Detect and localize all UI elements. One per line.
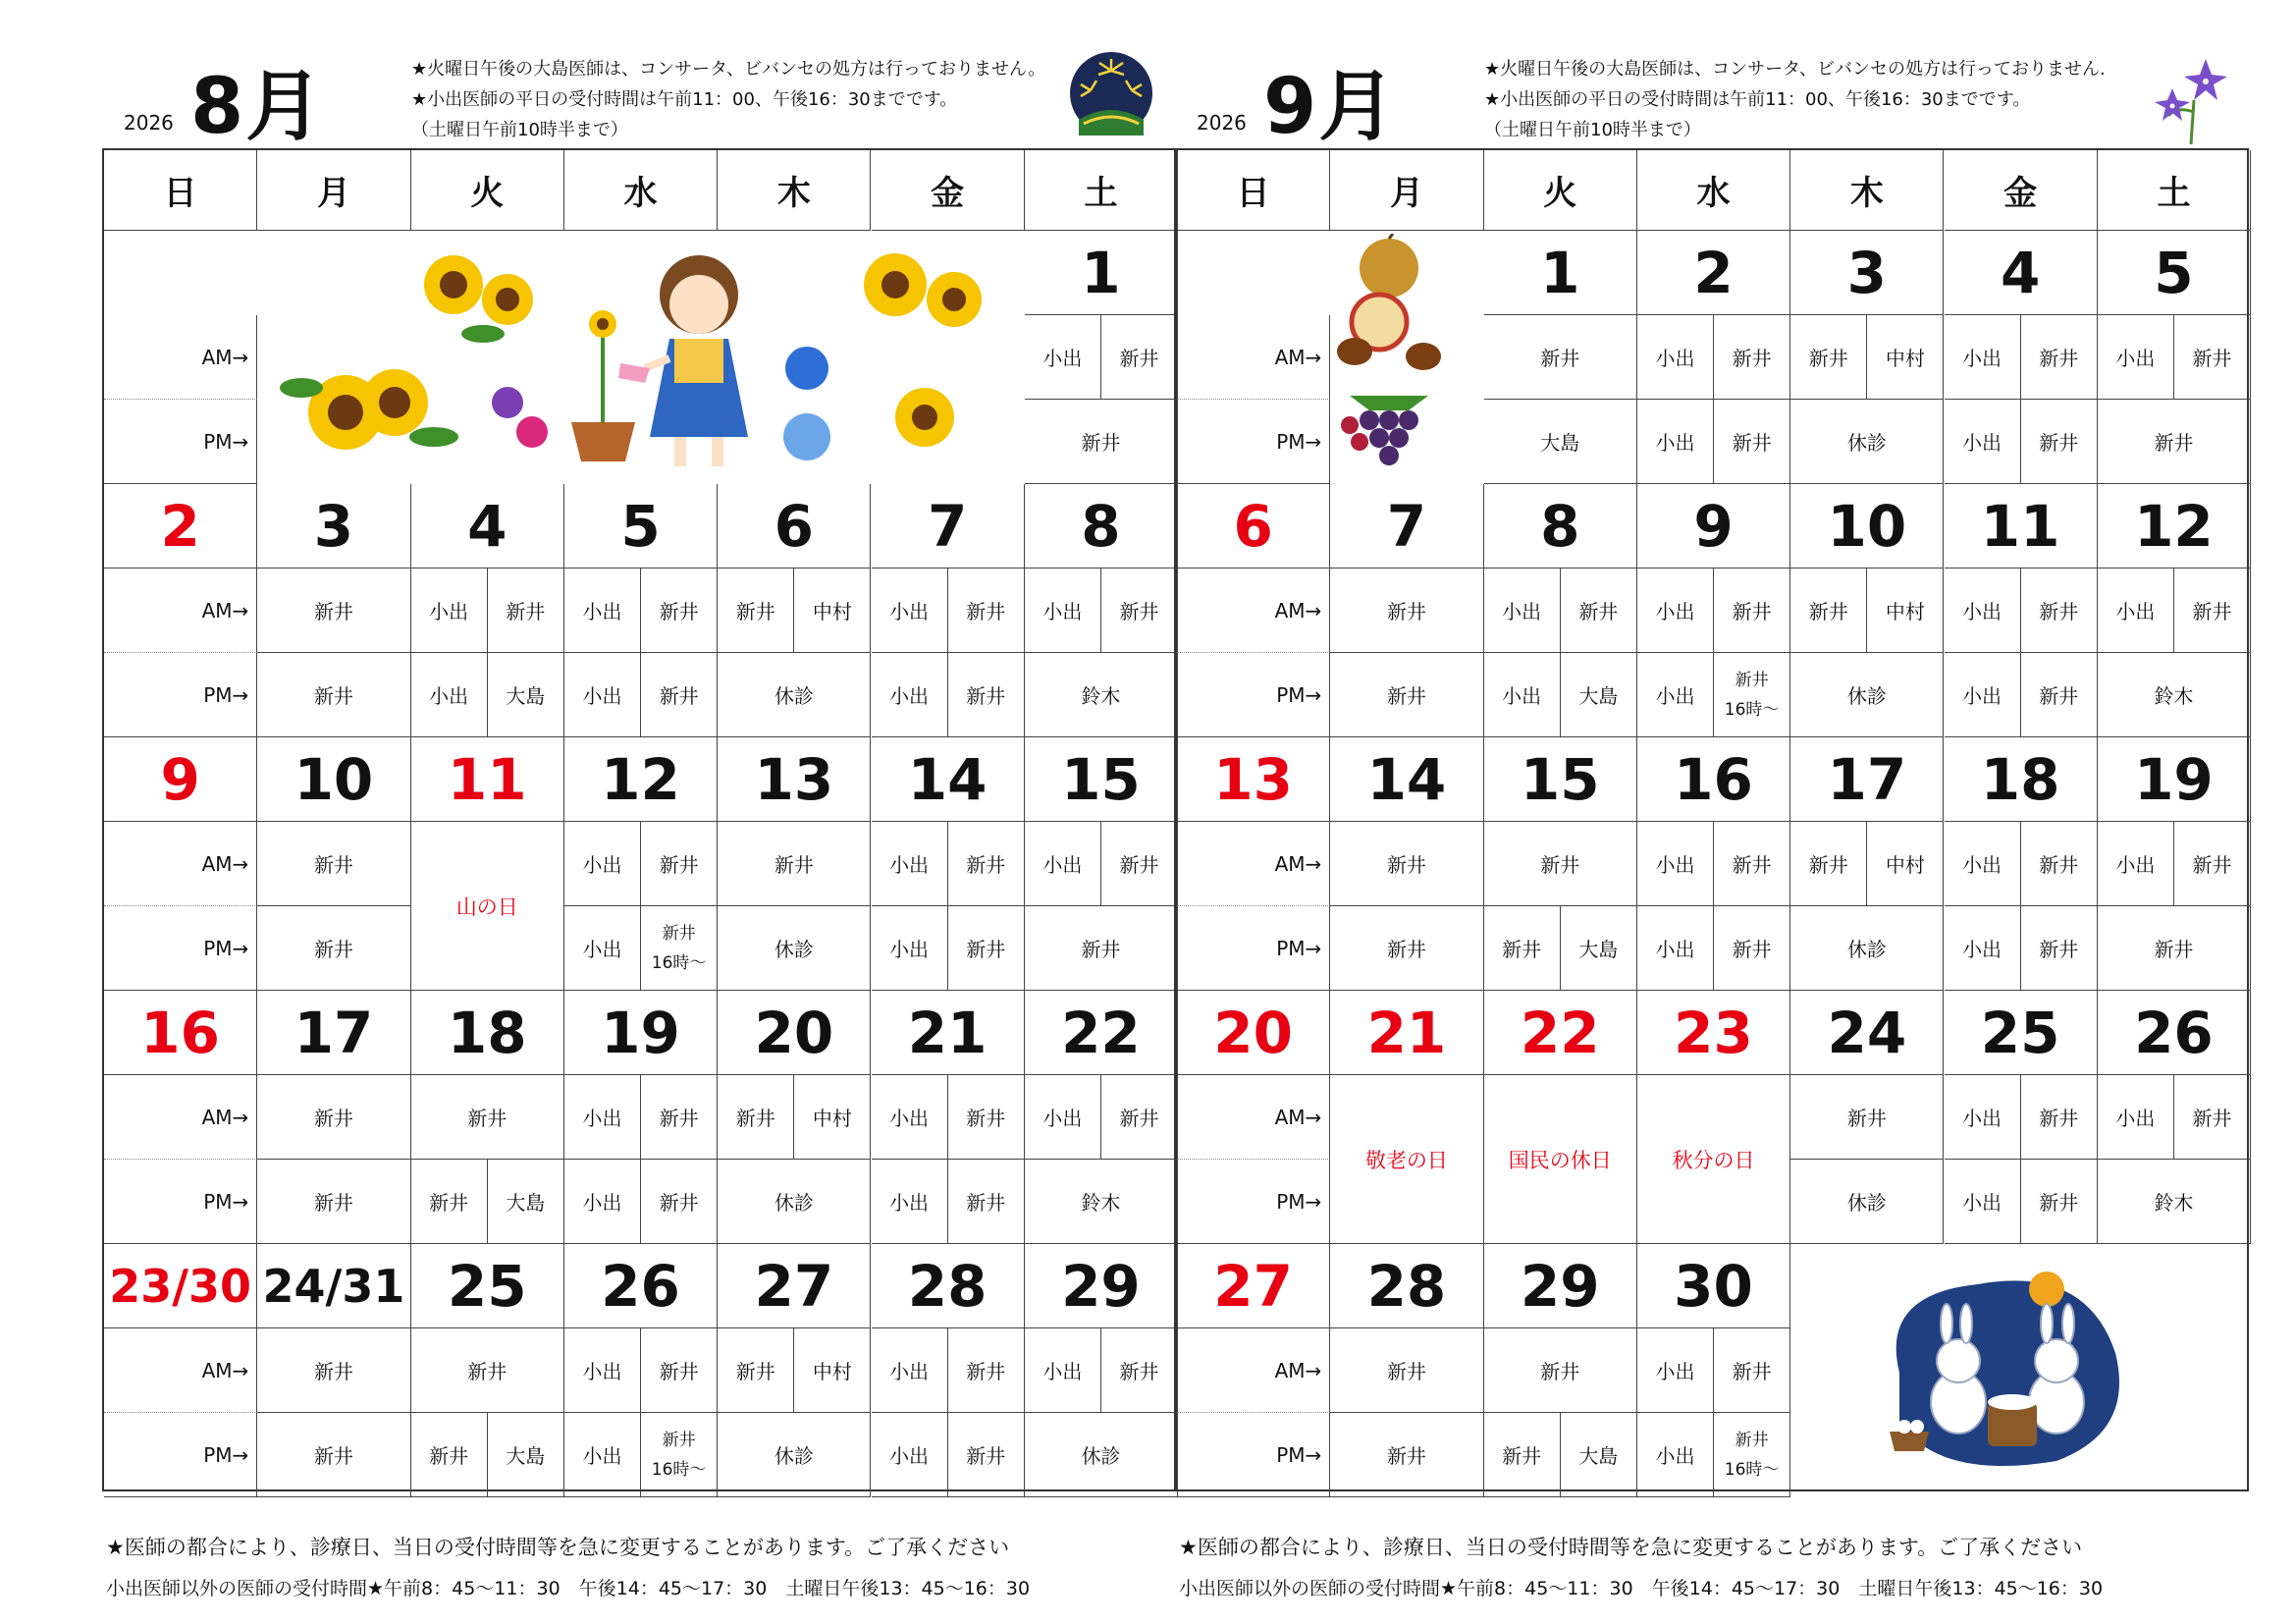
footer-hours: 小出医師以外の医師の受付時間★午前8：45～11：30 午後14：45～17：30 土曜日午後13：45～16：30 [1179, 1578, 2104, 1599]
pm-label: PM→ [104, 653, 257, 737]
am-doctor-slot: 新井 [718, 822, 871, 906]
pm-doctor-slot: 新井 [1025, 400, 1178, 484]
am-doctor-slot: 新井 [1330, 568, 1483, 653]
am-doctor-slot: 小出 [1637, 1328, 1714, 1413]
notice-line: ★火曜日午後の大島医師は、コンサータ、ビバンセの処方は行っておりません。 [411, 59, 1046, 80]
am-doctor-slot: 新井 [1790, 568, 1867, 653]
date-cell[interactable]: 18 [411, 991, 564, 1075]
pm-doctor-slot: 小出 [1637, 400, 1714, 484]
am-doctor-slot: 新井 [2021, 822, 2098, 906]
notice-line: （土曜日午前10時半まで） [1484, 120, 1701, 140]
pm-doctor-slot: 新井 [2021, 400, 2098, 484]
date-cell[interactable]: 27 [1177, 1244, 1330, 1328]
am-doctor-slot: 新井 [1790, 1075, 1944, 1160]
date-cell[interactable]: 9 [104, 737, 257, 822]
am-doctor-slot: 新井 [2174, 1075, 2251, 1160]
date-cell[interactable]: 16 [104, 991, 257, 1075]
date-cell[interactable]: 1 [1025, 231, 1178, 315]
am-label: AM→ [104, 1075, 257, 1160]
pm-doctor-slot: 小出 [872, 653, 948, 737]
am-doctor-slot: 小出 [1945, 822, 2021, 906]
am-label: AM→ [1177, 315, 1330, 400]
slot-text: 16時～ [1724, 1459, 1780, 1480]
am-label: AM→ [1177, 822, 1330, 906]
pm-doctor-slot: 小出 [872, 1413, 948, 1497]
am-doctor-slot: 新井 [2021, 568, 2098, 653]
date-cell[interactable]: 17 [1790, 737, 1944, 822]
date-cell[interactable] [1177, 231, 1330, 315]
am-label: AM→ [1177, 568, 1330, 653]
am-doctor-slot: 新井 [1484, 1328, 1637, 1413]
footer-hours: 小出医師以外の医師の受付時間★午前8：45～11：30 午後14：45～17：30 土曜日午後13：45～16：30 [106, 1578, 1031, 1599]
autumn-fruits-illustration [1330, 234, 1448, 479]
am-doctor-slot: 新井 [411, 1328, 564, 1413]
pm-doctor-slot: 休診 [1790, 400, 1944, 484]
weekday-header: 土 [2098, 150, 2251, 231]
pm-doctor-slot: 新井 [641, 653, 718, 737]
am-doctor-slot: 小出 [872, 568, 948, 653]
date-cell[interactable]: 3 [257, 484, 410, 568]
date-cell[interactable]: 10 [257, 737, 410, 822]
grape-icon [1360, 410, 1418, 465]
date-cell[interactable]: 11 [411, 737, 564, 822]
date-cell[interactable]: 5 [564, 484, 718, 568]
date-cell[interactable]: 8 [1025, 484, 1178, 568]
date-cell[interactable]: 7 [1330, 484, 1483, 568]
pm-doctor-slot: 小出 [872, 1160, 948, 1244]
am-doctor-slot: 新井 [257, 568, 410, 653]
pm-doctor-slot: 休診 [1790, 906, 1944, 991]
fireworks-icon [1069, 51, 1153, 135]
pm-doctor-slot: 鈴木 [2098, 653, 2251, 737]
am-doctor-slot: 新井 [948, 1075, 1025, 1160]
footer-notice: ★医師の都合により、診療日、当日の受付時間等を急に変更することがあります。ご了承ください [1179, 1536, 2083, 1559]
pm-doctor-slot: 新井 [1330, 653, 1483, 737]
pm-doctor-slot: 新井 [257, 653, 410, 737]
am-doctor-slot: 新井 [948, 568, 1025, 653]
pm-doctor-slot: 大島 [1484, 400, 1637, 484]
date-cell[interactable]: 21 [1330, 991, 1483, 1075]
weekday-header: 日 [104, 150, 257, 231]
am-doctor-slot: 小出 [1637, 822, 1714, 906]
pm-label: PM→ [1177, 1160, 1330, 1244]
pm-doctor-slot: 新井 [1484, 1413, 1561, 1497]
pm-doctor-slot: 休診 [1790, 1160, 1944, 1244]
girl-icon [618, 255, 748, 466]
pm-doctor-slot: 休診 [718, 1413, 871, 1497]
date-cell[interactable]: 29 [1484, 1244, 1637, 1328]
date-cell[interactable]: 25 [1945, 991, 2098, 1075]
pm-doctor-slot: 大島 [488, 653, 564, 737]
date-cell[interactable]: 21 [872, 991, 1025, 1075]
pm-doctor-slot: 鈴木 [1025, 653, 1178, 737]
weekday-header: 土 [1025, 150, 1178, 231]
date-cell[interactable]: 5 [2098, 231, 2251, 315]
date-cell[interactable]: 15 [1484, 737, 1637, 822]
am-doctor-slot: 新井 [2021, 315, 2098, 400]
date-cell[interactable]: 13 [718, 737, 871, 822]
date-cell[interactable]: 12 [2098, 484, 2251, 568]
am-doctor-slot: 新井 [257, 1328, 410, 1413]
am-doctor-slot: 新井 [2174, 568, 2251, 653]
notice-line: ★小出医師の平日の受付時間は午前11：00、午後16：30までです。 [411, 89, 958, 110]
pm-doctor-slot: 新井 [641, 1160, 718, 1244]
date-cell[interactable]: 10 [1790, 484, 1944, 568]
am-doctor-slot: 新井 [1330, 822, 1483, 906]
am-doctor-slot: 小出 [1025, 1328, 1101, 1413]
date-cell[interactable]: 4 [1945, 231, 2098, 315]
am-doctor-slot: 小出 [2098, 315, 2174, 400]
am-doctor-slot: 新井 [1714, 1328, 1790, 1413]
pm-doctor-slot: 新井 [2021, 1160, 2098, 1244]
weekday-header: 木 [718, 150, 871, 231]
pm-doctor-slot: 小出 [1637, 906, 1714, 991]
date-cell[interactable]: 28 [872, 1244, 1025, 1328]
am-doctor-slot: 小出 [1025, 315, 1101, 400]
am-doctor-slot: 新井 [2174, 822, 2251, 906]
pm-doctor-slot: 新井 [1714, 400, 1790, 484]
holiday-cell: 敬老の日 [1330, 1075, 1483, 1244]
pm-doctor-slot: 小出 [564, 653, 641, 737]
am-doctor-slot: 小出 [872, 822, 948, 906]
date-cell[interactable]: 25 [411, 1244, 564, 1328]
am-doctor-slot: 中村 [794, 1075, 871, 1160]
am-doctor-slot: 新井 [1714, 315, 1790, 400]
pm-doctor-slot: 大島 [488, 1413, 564, 1497]
am-doctor-slot: 新井 [1561, 568, 1637, 653]
am-doctor-slot: 中村 [794, 1328, 871, 1413]
date-cell[interactable]: 30 [1637, 1244, 1790, 1328]
am-doctor-slot: 新井 [488, 568, 564, 653]
pm-doctor-slot: 新井 [1330, 1413, 1483, 1497]
am-label: AM→ [104, 568, 257, 653]
pm-label: PM→ [1177, 400, 1330, 484]
am-doctor-slot: 新井 [2021, 1075, 2098, 1160]
am-doctor-slot: 小出 [1484, 568, 1561, 653]
date-cell[interactable]: 19 [2098, 737, 2251, 822]
am-label: AM→ [104, 315, 257, 400]
am-doctor-slot: 新井 [1484, 822, 1637, 906]
am-doctor-slot: 新井 [411, 1075, 564, 1160]
pm-doctor-slot: 鈴木 [2098, 1160, 2251, 1244]
pm-label: PM→ [1177, 906, 1330, 991]
notice-line: ★火曜日午後の大島医師は、コンサータ、ビバンセの処方は行っておりません. [1484, 59, 2106, 80]
pm-doctor-slot: 新井 [411, 1413, 488, 1497]
am-doctor-slot: 小出 [1637, 315, 1714, 400]
pm-doctor-slot: 新井 [1484, 906, 1561, 991]
am-doctor-slot: 新井 [1101, 1075, 1178, 1160]
pm-doctor-slot: 新井 [257, 1413, 410, 1497]
am-doctor-slot: 新井 [257, 1075, 410, 1160]
am-doctor-slot: 新井 [257, 822, 410, 906]
am-doctor-slot: 小出 [1025, 1075, 1101, 1160]
pm-doctor-slot: 大島 [1561, 1413, 1637, 1497]
pm-doctor-slot [641, 1413, 718, 1497]
year-label: 2026 [1197, 111, 1247, 135]
pm-doctor-slot [1714, 1413, 1790, 1497]
am-doctor-slot: 新井 [1714, 568, 1790, 653]
pm-doctor-slot: 大島 [488, 1160, 564, 1244]
weekday-header: 木 [1790, 150, 1944, 231]
date-cell[interactable]: 24/31 [257, 1244, 410, 1328]
weekday-header: 火 [1484, 150, 1637, 231]
am-doctor-slot: 新井 [2174, 315, 2251, 400]
month-header [1175, 0, 2249, 151]
date-cell[interactable]: 17 [257, 991, 410, 1075]
pm-doctor-slot: 新井 [2098, 906, 2251, 991]
pm-label: PM→ [104, 906, 257, 991]
date-cell[interactable]: 2 [104, 484, 257, 568]
am-doctor-slot: 小出 [872, 1075, 948, 1160]
pm-doctor-slot: 小出 [411, 653, 488, 737]
date-cell[interactable]: 6 [1177, 484, 1330, 568]
am-doctor-slot: 小出 [2098, 568, 2174, 653]
date-cell[interactable]: 16 [1637, 737, 1790, 822]
am-doctor-slot: 新井 [641, 822, 718, 906]
date-cell[interactable]: 24 [1790, 991, 1944, 1075]
pm-doctor-slot: 新井 [1330, 906, 1483, 991]
holiday-cell: 国民の休日 [1484, 1075, 1637, 1244]
am-doctor-slot: 小出 [1025, 568, 1101, 653]
date-cell[interactable]: 27 [718, 1244, 871, 1328]
am-doctor-slot: 新井 [948, 1328, 1025, 1413]
date-cell[interactable]: 4 [411, 484, 564, 568]
pm-doctor-slot: 新井 [257, 1160, 410, 1244]
date-cell[interactable]: 20 [1177, 991, 1330, 1075]
weekday-header: 月 [1330, 150, 1483, 231]
sunflower-icon [280, 255, 533, 450]
am-doctor-slot: 小出 [564, 1328, 641, 1413]
date-cell[interactable]: 7 [872, 484, 1025, 568]
date-cell[interactable]: 23 [1637, 991, 1790, 1075]
date-cell[interactable]: 22 [1484, 991, 1637, 1075]
am-doctor-slot: 小出 [872, 1328, 948, 1413]
pm-doctor-slot: 小出 [1637, 1413, 1714, 1497]
am-doctor-slot: 新井 [718, 1328, 794, 1413]
pm-doctor-slot: 小出 [1945, 1160, 2021, 1244]
date-cell[interactable]: 20 [718, 991, 871, 1075]
am-doctor-slot: 小出 [1945, 568, 2021, 653]
am-doctor-slot: 中村 [794, 568, 871, 653]
moon-rabbits-illustration [1860, 1255, 2135, 1481]
weekday-header: 水 [1637, 150, 1790, 231]
am-doctor-slot: 中村 [1867, 315, 1944, 400]
am-doctor-slot: 中村 [1867, 568, 1944, 653]
am-doctor-slot: 小出 [1025, 822, 1101, 906]
slot-text: 16時～ [651, 952, 707, 973]
pm-doctor-slot: 新井 [948, 906, 1025, 991]
pm-doctor-slot: 新井 [2021, 906, 2098, 991]
weekday-header: 日 [1177, 150, 1330, 231]
pm-doctor-slot: 小出 [1945, 400, 2021, 484]
weekday-header: 月 [257, 150, 410, 231]
date-cell[interactable]: 29 [1025, 1244, 1178, 1328]
pm-doctor-slot: 休診 [1025, 1413, 1178, 1497]
pm-doctor-slot: 新井 [948, 1160, 1025, 1244]
bellflower-icon [2147, 51, 2235, 145]
slot-text: 新井 [662, 923, 696, 944]
am-doctor-slot: 小出 [1945, 1075, 2021, 1160]
date-cell[interactable]: 8 [1484, 484, 1637, 568]
am-doctor-slot: 新井 [1101, 568, 1178, 653]
pm-doctor-slot: 小出 [1637, 653, 1714, 737]
pm-label: PM→ [1177, 653, 1330, 737]
am-doctor-slot: 小出 [411, 568, 488, 653]
pm-doctor-slot: 小出 [564, 906, 641, 991]
pm-doctor-slot: 新井 [948, 1413, 1025, 1497]
am-doctor-slot: 小出 [1637, 568, 1714, 653]
date-cell[interactable]: 26 [2098, 991, 2251, 1075]
am-doctor-slot: 小出 [564, 822, 641, 906]
pm-doctor-slot: 鈴木 [1025, 1160, 1178, 1244]
pm-doctor-slot: 新井 [948, 653, 1025, 737]
notice-line: ★小出医師の平日の受付時間は午前11：00、午後16：30までです。 [1484, 89, 2031, 110]
pm-doctor-slot: 小出 [872, 906, 948, 991]
pm-doctor-slot: 休診 [718, 1160, 871, 1244]
date-cell[interactable]: 11 [1945, 484, 2098, 568]
date-cell[interactable]: 3 [1790, 231, 1944, 315]
am-doctor-slot: 小出 [564, 1075, 641, 1160]
pm-label: PM→ [1177, 1413, 1330, 1497]
pm-doctor-slot: 新井 [2098, 400, 2251, 484]
am-doctor-slot: 中村 [1867, 822, 1944, 906]
month-header [102, 0, 1176, 151]
am-doctor-slot: 新井 [1790, 822, 1867, 906]
slot-text: 16時～ [1724, 699, 1780, 720]
date-cell[interactable]: 1 [1484, 231, 1637, 315]
date-cell[interactable]: 14 [1330, 737, 1483, 822]
date-cell[interactable]: 19 [564, 991, 718, 1075]
date-cell[interactable]: 12 [564, 737, 718, 822]
am-doctor-slot: 小出 [2098, 822, 2174, 906]
pm-doctor-slot: 新井 [257, 906, 410, 991]
am-doctor-slot: 新井 [641, 1328, 718, 1413]
pear-icon [1360, 234, 1418, 298]
pm-label: PM→ [104, 1413, 257, 1497]
am-label: AM→ [1177, 1075, 1330, 1160]
am-doctor-slot: 新井 [1101, 315, 1178, 400]
date-cell[interactable]: 2 [1637, 231, 1790, 315]
am-doctor-slot: 新井 [1330, 1328, 1483, 1413]
am-doctor-slot: 新井 [1101, 1328, 1178, 1413]
year-label: 2026 [124, 111, 174, 135]
date-cell[interactable]: 13 [1177, 737, 1330, 822]
pm-doctor-slot: 新井 [2021, 653, 2098, 737]
am-doctor-slot: 新井 [948, 822, 1025, 906]
pm-label: PM→ [104, 1160, 257, 1244]
am-label: AM→ [104, 1328, 257, 1413]
holiday-cell: 秋分の日 [1637, 1075, 1790, 1244]
pm-doctor-slot: 小出 [1484, 653, 1561, 737]
pm-doctor-slot: 小出 [564, 1413, 641, 1497]
am-label: AM→ [104, 822, 257, 906]
weekday-header: 火 [411, 150, 564, 231]
pm-doctor-slot: 新井 [1714, 906, 1790, 991]
date-cell[interactable] [104, 231, 257, 315]
slot-text: 新井 [1735, 1430, 1769, 1450]
date-cell[interactable]: 6 [718, 484, 871, 568]
am-doctor-slot: 新井 [641, 1075, 718, 1160]
am-doctor-slot: 新井 [1484, 315, 1637, 400]
sunflower-girl-illustration [257, 241, 1023, 476]
pm-doctor-slot: 休診 [1790, 653, 1944, 737]
am-doctor-slot: 新井 [718, 1075, 794, 1160]
pm-doctor-slot: 新井 [1025, 906, 1178, 991]
pm-doctor-slot [641, 906, 718, 991]
am-doctor-slot: 小出 [1945, 315, 2021, 400]
am-doctor-slot: 小出 [2098, 1075, 2174, 1160]
am-doctor-slot: 新井 [1101, 822, 1178, 906]
am-doctor-slot: 新井 [1714, 822, 1790, 906]
am-label: AM→ [1177, 1328, 1330, 1413]
am-doctor-slot: 新井 [641, 568, 718, 653]
date-cell[interactable]: 15 [1025, 737, 1178, 822]
pm-doctor-slot: 小出 [1945, 906, 2021, 991]
am-doctor-slot: 新井 [718, 568, 794, 653]
notice-line: （土曜日午前10時半まで） [411, 120, 628, 140]
pm-doctor-slot: 大島 [1561, 906, 1637, 991]
slot-text: 新井 [662, 1430, 696, 1450]
date-cell[interactable]: 22 [1025, 991, 1178, 1075]
month-title: 9月 [1263, 63, 1398, 151]
month-title: 8月 [190, 63, 325, 151]
weekday-header: 水 [564, 150, 718, 231]
potted-sunflower-icon [571, 310, 635, 461]
date-cell[interactable]: 23/30 [104, 1244, 257, 1328]
pm-doctor-slot: 大島 [1561, 653, 1637, 737]
pm-doctor-slot [1714, 653, 1790, 737]
pm-doctor-slot: 休診 [718, 906, 871, 991]
slot-text: 新井 [1735, 670, 1769, 690]
pm-doctor-slot: 休診 [718, 653, 871, 737]
date-cell[interactable]: 14 [872, 737, 1025, 822]
pm-doctor-slot: 小出 [564, 1160, 641, 1244]
pm-doctor-slot: 小出 [1945, 653, 2021, 737]
pm-doctor-slot: 新井 [411, 1160, 488, 1244]
date-cell[interactable]: 18 [1945, 737, 2098, 822]
slot-text: 16時～ [651, 1459, 707, 1480]
pm-label: PM→ [104, 400, 257, 484]
am-doctor-slot: 新井 [1790, 315, 1867, 400]
holiday-cell: 山の日 [411, 822, 564, 991]
weekday-header: 金 [1945, 150, 2098, 231]
am-doctor-slot: 小出 [564, 568, 641, 653]
footer-notice: ★医師の都合により、診療日、当日の受付時間等を急に変更することがあります。ご了承ください [106, 1536, 1010, 1559]
date-cell[interactable]: 9 [1637, 484, 1790, 568]
date-cell[interactable]: 26 [564, 1244, 718, 1328]
weekday-header: 金 [872, 150, 1025, 231]
date-cell[interactable]: 28 [1330, 1244, 1483, 1328]
